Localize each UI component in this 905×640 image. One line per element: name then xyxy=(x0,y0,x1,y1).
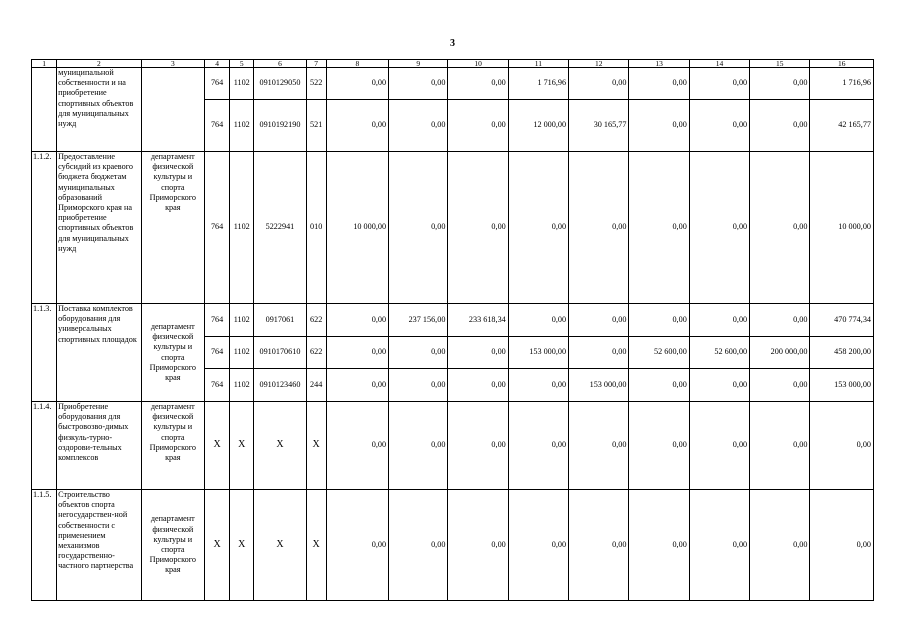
value-cell: 1 716,96 xyxy=(508,68,568,100)
target-article-cell: 0910170610 xyxy=(254,337,306,369)
item-number: 1.1.5. xyxy=(32,490,57,601)
value-cell: 0,00 xyxy=(508,369,568,402)
target-article-cell: 0917061 xyxy=(254,304,306,337)
value-cell: 0,00 xyxy=(750,490,810,601)
grbs-cell: X xyxy=(205,490,230,601)
column-number-12: 12 xyxy=(569,60,629,68)
target-article-cell: 0910129050 xyxy=(254,68,306,100)
section-cell: 1102 xyxy=(230,100,254,152)
value-cell: 0,00 xyxy=(389,68,448,100)
value-cell: 0,00 xyxy=(326,100,388,152)
column-number-9: 9 xyxy=(389,60,448,68)
value-cell: 0,00 xyxy=(629,100,689,152)
value-cell: 153 000,00 xyxy=(508,337,568,369)
value-cell: 0,00 xyxy=(389,490,448,601)
total-cell: 1 716,96 xyxy=(810,68,874,100)
item-name: Приобретение оборудования для быстровозво-димых физкуль-турно-оздорови-тельных комплексов xyxy=(57,402,142,490)
column-number-6: 6 xyxy=(254,60,306,68)
value-cell: 0,00 xyxy=(689,304,749,337)
value-cell: 0,00 xyxy=(569,490,629,601)
expense-type-cell: 622 xyxy=(306,304,326,337)
value-cell: 0,00 xyxy=(689,490,749,601)
section-cell: 1102 xyxy=(230,68,254,100)
department-cell xyxy=(141,68,204,152)
value-cell: 153 000,00 xyxy=(569,369,629,402)
column-number-13: 13 xyxy=(629,60,689,68)
value-cell: 0,00 xyxy=(448,490,508,601)
target-article-cell: 0910123460 xyxy=(254,369,306,402)
value-cell: 52 600,00 xyxy=(689,337,749,369)
value-cell: 0,00 xyxy=(629,68,689,100)
item-name: муниципальной собственности и на приобретение спортивных объектов для муниципальных нужд xyxy=(57,68,142,152)
value-cell: 0,00 xyxy=(389,402,448,490)
value-cell: 0,00 xyxy=(326,304,388,337)
target-article-cell: X xyxy=(254,402,306,490)
column-number-7: 7 xyxy=(306,60,326,68)
value-cell: 0,00 xyxy=(750,402,810,490)
section-cell: 1102 xyxy=(230,369,254,402)
value-cell: 0,00 xyxy=(326,369,388,402)
value-cell: 0,00 xyxy=(689,68,749,100)
total-cell: 458 200,00 xyxy=(810,337,874,369)
value-cell: 237 156,00 xyxy=(389,304,448,337)
grbs-cell: 764 xyxy=(205,152,230,304)
table-row xyxy=(32,68,874,100)
value-cell: 0,00 xyxy=(750,369,810,402)
column-number-8: 8 xyxy=(326,60,388,68)
budget-table xyxy=(31,59,874,601)
value-cell: 0,00 xyxy=(750,152,810,304)
section-cell: X xyxy=(230,490,254,601)
value-cell: 10 000,00 xyxy=(326,152,388,304)
value-cell: 0,00 xyxy=(508,152,568,304)
value-cell: 0,00 xyxy=(629,152,689,304)
target-article-cell: 0910192190 xyxy=(254,100,306,152)
value-cell: 0,00 xyxy=(326,68,388,100)
column-number-11: 11 xyxy=(508,60,568,68)
total-cell: 0,00 xyxy=(810,402,874,490)
value-cell: 0,00 xyxy=(448,100,508,152)
value-cell: 0,00 xyxy=(689,402,749,490)
column-number-4: 4 xyxy=(205,60,230,68)
value-cell: 0,00 xyxy=(448,402,508,490)
value-cell: 0,00 xyxy=(326,402,388,490)
value-cell: 0,00 xyxy=(389,152,448,304)
grbs-cell: 764 xyxy=(205,68,230,100)
department-name: департамент физической культуры и спорта Приморского края xyxy=(141,490,204,601)
value-cell: 0,00 xyxy=(448,152,508,304)
grbs-cell: X xyxy=(205,402,230,490)
value-cell: 0,00 xyxy=(508,490,568,601)
value-cell: 30 165,77 xyxy=(569,100,629,152)
total-cell: 42 165,77 xyxy=(810,100,874,152)
total-cell: 470 774,34 xyxy=(810,304,874,337)
value-cell: 0,00 xyxy=(448,68,508,100)
value-cell: 0,00 xyxy=(448,369,508,402)
column-number-16: 16 xyxy=(810,60,874,68)
value-cell: 0,00 xyxy=(750,100,810,152)
grbs-cell: 764 xyxy=(205,337,230,369)
target-article-cell: 5222941 xyxy=(254,152,306,304)
department-name: департамент физической культуры и спорта Приморского края xyxy=(141,152,204,304)
page-number: 3 xyxy=(450,38,455,49)
value-cell: 0,00 xyxy=(750,68,810,100)
grbs-cell: 764 xyxy=(205,304,230,337)
value-cell: 200 000,00 xyxy=(750,337,810,369)
target-article-cell: X xyxy=(254,490,306,601)
total-cell: 0,00 xyxy=(810,490,874,601)
table-row xyxy=(32,152,874,304)
value-cell: 0,00 xyxy=(750,304,810,337)
grbs-cell: 764 xyxy=(205,100,230,152)
item-number: 1.1.2. xyxy=(32,152,57,304)
value-cell: 0,00 xyxy=(569,402,629,490)
value-cell: 0,00 xyxy=(389,369,448,402)
section-cell: 1102 xyxy=(230,337,254,369)
item-number: 1.1.4. xyxy=(32,402,57,490)
total-cell: 10 000,00 xyxy=(810,152,874,304)
value-cell: 0,00 xyxy=(569,68,629,100)
column-number-3: 3 xyxy=(141,60,204,68)
value-cell: 0,00 xyxy=(448,337,508,369)
value-cell: 0,00 xyxy=(629,369,689,402)
value-cell: 0,00 xyxy=(629,304,689,337)
value-cell: 0,00 xyxy=(389,337,448,369)
expense-type-cell: X xyxy=(306,402,326,490)
column-number-1: 1 xyxy=(32,60,57,68)
section-cell: 1102 xyxy=(230,304,254,337)
expense-type-cell: 521 xyxy=(306,100,326,152)
value-cell: 0,00 xyxy=(629,402,689,490)
section-cell: X xyxy=(230,402,254,490)
value-cell: 0,00 xyxy=(326,490,388,601)
expense-type-cell: X xyxy=(306,490,326,601)
expense-type-cell: 522 xyxy=(306,68,326,100)
table-row xyxy=(32,304,874,337)
value-cell: 0,00 xyxy=(689,152,749,304)
expense-type-cell: 010 xyxy=(306,152,326,304)
item-number: 1.1.3. xyxy=(32,304,57,402)
value-cell: 0,00 xyxy=(508,304,568,337)
value-cell: 0,00 xyxy=(569,337,629,369)
column-number-15: 15 xyxy=(750,60,810,68)
value-cell: 52 600,00 xyxy=(629,337,689,369)
value-cell: 12 000,00 xyxy=(508,100,568,152)
value-cell: 0,00 xyxy=(569,304,629,337)
column-number-5: 5 xyxy=(230,60,254,68)
value-cell: 0,00 xyxy=(569,152,629,304)
department-name: департамент физической культуры и спорта Приморского края xyxy=(141,402,204,490)
value-cell: 0,00 xyxy=(326,337,388,369)
column-number-10: 10 xyxy=(448,60,508,68)
value-cell: 0,00 xyxy=(689,369,749,402)
column-number-row xyxy=(32,60,874,68)
item-number-cell xyxy=(32,68,57,152)
section-cell: 1102 xyxy=(230,152,254,304)
table-row xyxy=(32,402,874,490)
grbs-cell: 764 xyxy=(205,369,230,402)
expense-type-cell: 244 xyxy=(306,369,326,402)
value-cell: 0,00 xyxy=(508,402,568,490)
department-name: департамент физической культуры и спорта Приморского края xyxy=(141,304,204,402)
value-cell: 0,00 xyxy=(689,100,749,152)
value-cell: 233 618,34 xyxy=(448,304,508,337)
total-cell: 153 000,00 xyxy=(810,369,874,402)
column-number-14: 14 xyxy=(689,60,749,68)
expense-type-cell: 622 xyxy=(306,337,326,369)
item-name: Предоставление субсидий из краевого бюджета бюджетам муниципальных образований Приморского края на приобретение спортивных объектов для муниципальных нужд xyxy=(57,152,142,304)
value-cell: 0,00 xyxy=(629,490,689,601)
item-name: Поставка комплектов оборудования для универсальных спортивных площадок xyxy=(57,304,142,402)
value-cell: 0,00 xyxy=(389,100,448,152)
column-number-2: 2 xyxy=(57,60,142,68)
table-row xyxy=(32,490,874,601)
item-name: Строительство объектов спорта негосударствен-ной собственности с применением механизмов государственно-частного партнерства xyxy=(57,490,142,601)
